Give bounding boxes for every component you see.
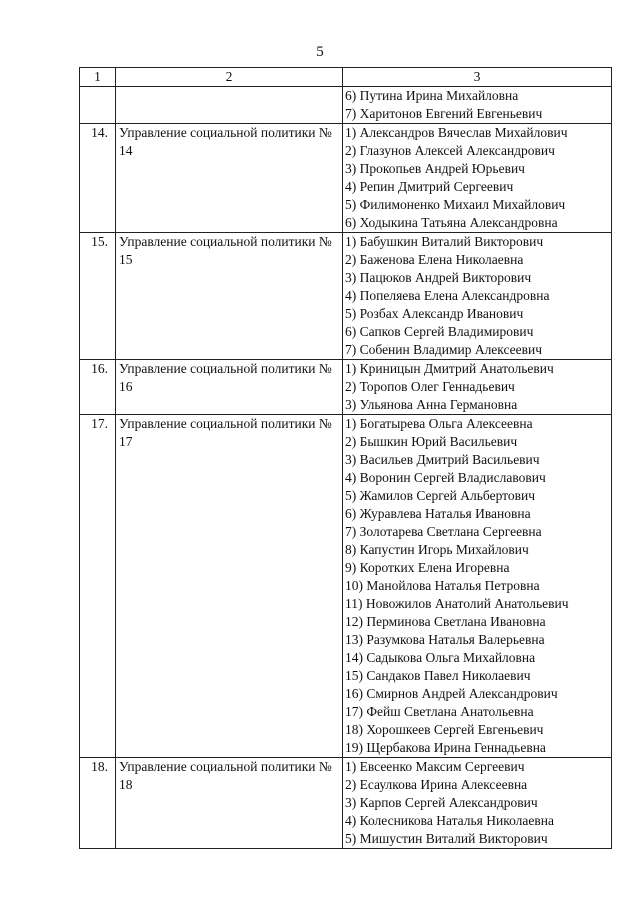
- member-name: 5) Мишустин Виталий Викторович: [345, 831, 548, 846]
- member-name: 5) Жамилов Сергей Альбертович: [345, 488, 535, 503]
- member-name: 4) Воронин Сергей Владиславович: [345, 470, 546, 485]
- table-row: [80, 415, 612, 758]
- table-row: [80, 124, 612, 233]
- member-name: 5) Розбах Александр Иванович: [345, 306, 524, 321]
- member-name: 3) Ульянова Анна Германовна: [345, 397, 518, 412]
- member-name: 18) Хорошкеев Сергей Евгеньевич: [345, 722, 544, 737]
- member-name: 5) Филимоненко Михаил Михайлович: [345, 197, 566, 212]
- member-name: 9) Коротких Елена Игоревна: [345, 560, 510, 575]
- member-name: 2) Баженова Елена Николаевна: [345, 252, 524, 267]
- member-name: 1) Бабушкин Виталий Викторович: [345, 234, 544, 249]
- member-name: 8) Капустин Игорь Михайлович: [345, 542, 529, 557]
- member-name: 3) Прокопьев Андрей Юрьевич: [345, 161, 525, 176]
- table-row: [80, 233, 612, 360]
- member-name: 16) Смирнов Андрей Александрович: [345, 686, 558, 701]
- member-name: 3) Васильев Дмитрий Васильевич: [345, 452, 540, 467]
- member-name: 4) Колесникова Наталья Николаевна: [345, 813, 554, 828]
- member-name: 6) Сапков Сергей Владимирович: [345, 324, 534, 339]
- row-number: [80, 87, 116, 124]
- member-name: 6) Ходыкина Татьяна Александровна: [345, 215, 558, 230]
- row-number: 18.: [80, 758, 116, 849]
- organization-name: Управление социальной политики № 18: [116, 758, 343, 849]
- row-number: 15.: [80, 233, 116, 360]
- member-name: 2) Бышкин Юрий Васильевич: [345, 434, 518, 449]
- table-row: [80, 360, 612, 415]
- header-cell-number: 1: [80, 68, 116, 87]
- member-name: 1) Александров Вячеслав Михайлович: [345, 125, 568, 140]
- member-name: 1) Богатырева Ольга Алексеевна: [345, 416, 533, 431]
- member-name: 2) Глазунов Алексей Александрович: [345, 143, 555, 158]
- row-number: 17.: [80, 415, 116, 758]
- member-name: 15) Сандаков Павел Николаевич: [345, 668, 531, 683]
- member-list: [343, 415, 612, 758]
- member-name: 6) Путина Ирина Михайловна: [345, 88, 519, 103]
- member-name: 13) Разумкова Наталья Валерьевна: [345, 632, 545, 647]
- member-name: 7) Собенин Владимир Алексеевич: [345, 342, 543, 357]
- member-name: 1) Криницын Дмитрий Анатольевич: [345, 361, 554, 376]
- organization-name: Управление социальной политики № 16: [116, 360, 343, 415]
- member-name: 7) Харитонов Евгений Евгеньевич: [345, 106, 543, 121]
- organization-name: [116, 87, 343, 124]
- member-name: 3) Карпов Сергей Александрович: [345, 795, 538, 810]
- header-cell-organization: 2: [116, 68, 343, 87]
- table-row: [80, 87, 612, 124]
- table-header-row: [80, 68, 612, 87]
- member-name: 4) Попеляева Елена Александровна: [345, 288, 550, 303]
- member-list: [343, 758, 612, 849]
- member-list: [343, 124, 612, 233]
- member-name: 11) Новожилов Анатолий Анатольевич: [345, 596, 569, 611]
- row-number: 16.: [80, 360, 116, 415]
- member-name: 14) Садыкова Ольга Михайловна: [345, 650, 536, 665]
- organization-name: Управление социальной политики № 14: [116, 124, 343, 233]
- member-name: 12) Перминова Светлана Ивановна: [345, 614, 546, 629]
- header-cell-members: 3: [343, 68, 612, 87]
- member-list: [343, 360, 612, 415]
- member-list: [343, 87, 612, 124]
- member-name: 1) Евсеенко Максим Сергеевич: [345, 759, 525, 774]
- member-list: [343, 233, 612, 360]
- member-name: 6) Журавлева Наталья Ивановна: [345, 506, 531, 521]
- member-name: 2) Торопов Олег Геннадьевич: [345, 379, 515, 394]
- row-number: 14.: [80, 124, 116, 233]
- organization-name: Управление социальной политики № 15: [116, 233, 343, 360]
- member-name: 2) Есаулкова Ирина Алексеевна: [345, 777, 528, 792]
- table-row: [80, 758, 612, 849]
- commission-members-table: [79, 67, 612, 849]
- member-name: 3) Пацюков Андрей Викторович: [345, 270, 532, 285]
- member-name: 7) Золотарева Светлана Сергеевна: [345, 524, 542, 539]
- member-name: 4) Репин Дмитрий Сергеевич: [345, 179, 514, 194]
- page-number: 5: [316, 44, 324, 60]
- member-name: 10) Манойлова Наталья Петровна: [345, 578, 540, 593]
- member-name: 19) Щербакова Ирина Геннадьевна: [345, 740, 546, 755]
- organization-name: Управление социальной политики № 17: [116, 415, 343, 758]
- member-name: 17) Фейш Светлана Анатольевна: [345, 704, 534, 719]
